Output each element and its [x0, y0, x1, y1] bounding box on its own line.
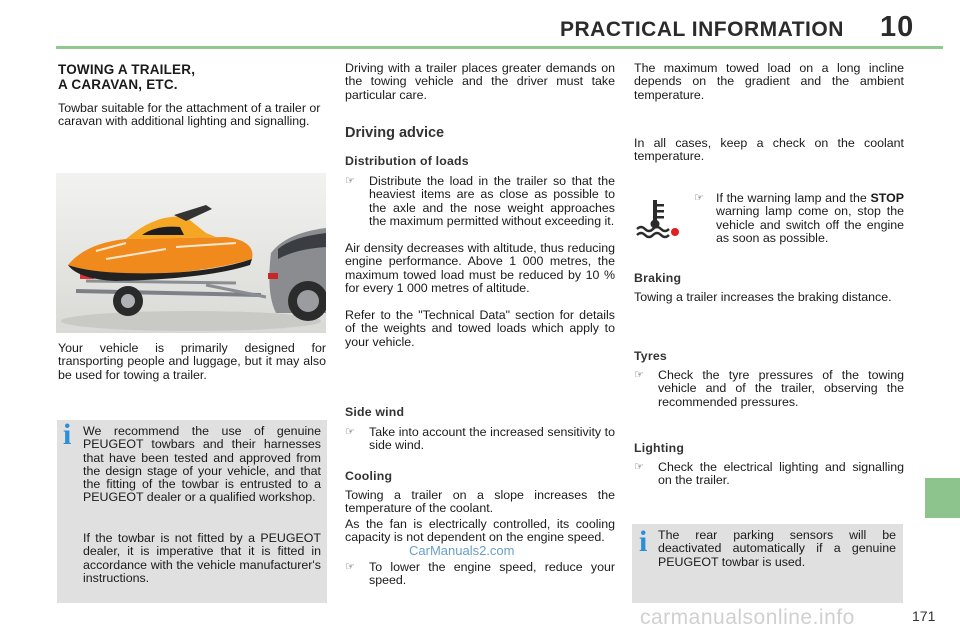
side-wind-bullet: Take into account the increased sensitivity to side wind.: [369, 425, 615, 453]
braking-text: Towing a trailer increases the braking distance.: [634, 290, 892, 304]
info-text-2: If the towbar is not fitted by a PEUGEOT dealer, it is imperative that it is fitted in accordance with the vehicle manufacturer's instructions.: [83, 531, 321, 585]
heading-line-2: A CARAVAN, ETC.: [58, 77, 178, 92]
pointer-bullet-icon: ☞: [634, 369, 644, 381]
braking-heading: Braking: [634, 271, 682, 285]
cooling-text-2: As the fan is electrically controlled, its cooling capacity is not dependent on the engine speed.: [345, 517, 615, 545]
usage-text: Your vehicle is primarily designed for transporting people and luggage, but it may also be used for towing a trailer.: [58, 341, 326, 382]
cooling-text-1: Towing a trailer on a slope increases the temperature of the coolant.: [345, 488, 615, 516]
side-wind-heading: Side wind: [345, 405, 405, 419]
air-density-text: Air density decreases with altitude, thus reducing engine performance. Above 1 000 metres, the maximum towed load must be reduced by 10 % for every 1 000 metres of altitude.: [345, 241, 615, 295]
section-heading: [58, 62, 195, 92]
info-icon: i: [63, 418, 72, 451]
pointer-bullet-icon: ☞: [345, 561, 355, 573]
cooling-bullet: To lower the engine speed, reduce your speed.: [369, 560, 615, 588]
lighting-bullet: Check the electrical lighting and signalling on the trailer.: [658, 460, 904, 488]
chapter-side-tab: [925, 478, 960, 518]
tyres-bullet: Check the tyre pressures of the towing vehicle and of the trailer, observing the recommended pressures.: [658, 368, 904, 409]
warning-text-end: warning lamp come on, stop the vehicle and switch off the engine as soon as possible.: [716, 204, 904, 245]
jet-ski-trailer-image: [56, 173, 326, 333]
page-number: 171: [912, 608, 936, 624]
coolant-temperature-icon: [634, 198, 680, 240]
parking-sensors-info: The rear parking sensors will be deactivated automatically if a genuine PEUGEOT towbar is used.: [658, 528, 896, 569]
chapter-number: 10: [880, 11, 915, 43]
header-rule: [56, 46, 943, 49]
pointer-bullet-icon: ☞: [345, 175, 355, 187]
info-box-parking-sensors: [632, 524, 903, 603]
info-icon: i: [639, 525, 648, 558]
heading-line-1: TOWING A TRAILER,: [58, 62, 196, 77]
distribution-heading: Distribution of loads: [345, 154, 469, 168]
technical-data-reference: Refer to the "Technical Data" section for details of the weights and towed loads which apply to your vehicle.: [345, 308, 615, 349]
pointer-bullet-icon: ☞: [345, 426, 355, 438]
distribution-bullet: Distribute the load in the trailer so that the heaviest items are as close as possible to the axle and the nose weight approaches the maximum permitted without exceeding it.: [369, 174, 615, 228]
tyres-heading: Tyres: [634, 349, 667, 363]
cooling-heading: Cooling: [345, 469, 393, 483]
driving-advice-heading: Driving advice: [345, 125, 445, 141]
page-title: PRACTICAL INFORMATION: [560, 18, 844, 41]
towing-illustration: [56, 173, 326, 333]
pointer-bullet-icon: ☞: [694, 192, 704, 204]
col2-intro: Driving with a trailer places greater demands on the towing vehicle and the driver must take particular care.: [345, 61, 615, 102]
max-load-text: The maximum towed load on a long incline depends on the gradient and the ambient temperature.: [634, 61, 904, 102]
pointer-bullet-icon: ☞: [634, 461, 644, 473]
watermark-small: CarManuals2.com: [409, 543, 515, 558]
info-box-genuine-towbar: [57, 420, 327, 603]
intro-text: Towbar suitable for the attachment of a trailer or caravan with additional lighting and signalling.: [58, 101, 321, 129]
stop-label: STOP: [870, 191, 904, 205]
info-text-1: We recommend the use of genuine PEUGEOT towbars and their harnesses that have been tested and approved from the design stage of your vehicle, and that the fitting of the towbar is entrusted to a PEUGEOT dealer or a qualified workshop.: [83, 424, 321, 505]
lighting-heading: Lighting: [634, 441, 685, 455]
warning-text-start: If the warning lamp and the: [716, 191, 867, 205]
coolant-check-text: In all cases, keep a check on the coolant temperature.: [634, 136, 904, 164]
watermark-footer: carmanualsonline.info: [640, 606, 855, 629]
warning-lamp-text: [716, 192, 904, 245]
